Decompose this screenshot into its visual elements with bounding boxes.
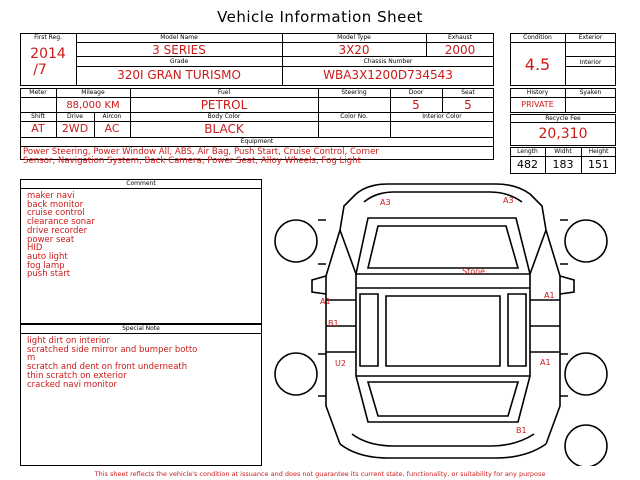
- roof: [356, 274, 530, 376]
- model-type-value: 3X20: [338, 43, 370, 57]
- special-note-item: m: [27, 353, 36, 364]
- comment-item: maker navi: [27, 191, 75, 201]
- special-note-item: scratch and dent on front underneath: [27, 362, 188, 373]
- special-note-label: Special Note: [122, 325, 160, 332]
- grade-label: Grade: [169, 58, 189, 65]
- exterior-label: Exterior: [578, 34, 603, 41]
- length-label: Length: [517, 148, 538, 155]
- seat-label: Seat: [461, 89, 475, 96]
- wheel-front-right: [565, 220, 607, 262]
- car-diagram: [268, 176, 618, 466]
- special-note-item: cracked navi monitor: [27, 379, 117, 390]
- comment-item: power seat: [27, 234, 75, 245]
- interior-color-label: Interior Color: [422, 113, 462, 120]
- length-value: 482: [517, 158, 538, 171]
- comment-label: Comment: [126, 180, 156, 187]
- comment-item: cruise control: [27, 208, 85, 219]
- meter-label: Meter: [29, 89, 47, 96]
- history-value: PRIVATE: [521, 100, 554, 109]
- shift-value: AT: [31, 122, 45, 135]
- steering-label: Steering: [341, 89, 367, 96]
- model-type-label: Model Type: [337, 34, 371, 41]
- condition-value: 4.5: [524, 55, 551, 74]
- spare-wheel: [565, 425, 607, 466]
- wheel-front-left: [275, 220, 317, 262]
- damage-marker: B1: [516, 426, 527, 435]
- mileage-label: Mileage: [81, 89, 105, 96]
- grade-value: 320I GRAN TURISMO: [117, 68, 241, 82]
- rear-window: [356, 376, 530, 422]
- history-label: History: [526, 89, 549, 96]
- damage-marker: A3: [503, 196, 514, 205]
- model-name-value: 3 SERIES: [152, 43, 206, 57]
- comment-item: drive recorder: [27, 225, 88, 236]
- comment-item: auto light: [27, 251, 68, 262]
- damage-marker: A1: [544, 291, 555, 300]
- condition-label: Condition: [523, 34, 552, 41]
- height-value: 151: [588, 158, 609, 171]
- shift-label: Shift: [31, 113, 45, 120]
- equipment-label: Equipment: [240, 138, 274, 145]
- special-note-item: thin scratch on exterior: [27, 370, 127, 381]
- aircon-label: Aircon: [102, 113, 122, 120]
- comment-item: fog lamp: [27, 260, 65, 271]
- damage-marker: A1: [320, 297, 331, 306]
- special-note-list: [27, 337, 259, 389]
- sheet-title: Vehicle Information Sheet: [217, 8, 423, 26]
- mileage-value: 88,000 KM: [66, 100, 120, 111]
- body-color-label: Body Color: [207, 113, 241, 120]
- color-no-label: Color No.: [340, 113, 368, 120]
- exhaust-value: 2000: [444, 43, 476, 57]
- equipment-line-2: Sensor, Navigation System, Back Camera, Power Seat, Alloy Wheels, Fog Light: [23, 156, 361, 166]
- chassis-value: WBA3X1200D734543: [323, 68, 453, 82]
- chassis-label: Chassis Number: [363, 58, 413, 65]
- comment-item: clearance sonar: [27, 217, 95, 228]
- disclaimer-footer: This sheet reflects the vehicle's condition at issuance and does not guarantee its current state, functionality, or suitability for any purpose: [94, 470, 546, 478]
- door-value: 5: [412, 98, 420, 112]
- width-value: 183: [552, 158, 574, 171]
- special-note-item: light dirt on interior: [27, 336, 110, 346]
- first-reg-label: First Reg.: [34, 34, 62, 41]
- comment-item: push start: [27, 269, 71, 280]
- special-note-item: scratched side mirror and bumper botto: [27, 344, 198, 355]
- door-label: Door: [408, 89, 424, 96]
- aircon-value: AC: [104, 122, 120, 135]
- damage-marker: U2: [335, 359, 346, 368]
- damage-marker: B1: [328, 319, 339, 328]
- model-name-label: Model Name: [160, 34, 198, 41]
- wheel-rear-right: [565, 353, 607, 395]
- body-color-value: BLACK: [204, 122, 244, 136]
- comment-item: back monitor: [27, 199, 84, 210]
- interior-label: Interior: [579, 59, 602, 66]
- equipment-line-1: Power Steering, Power Window All, ABS, Air Bag, Push Start, Cruise Control, Corner: [23, 147, 379, 157]
- recycle-fee-value: 20,310: [538, 126, 588, 142]
- fuel-value: PETROL: [200, 98, 248, 112]
- comment-list: [27, 192, 257, 279]
- height-label: Height: [588, 148, 609, 155]
- first-reg-month: /7: [33, 62, 47, 78]
- drive-value: 2WD: [61, 122, 89, 135]
- fuel-label: Fuel: [217, 89, 231, 96]
- drive-label: Drive: [67, 113, 83, 120]
- damage-marker: A3: [380, 198, 391, 207]
- wheel-rear-left: [275, 353, 317, 395]
- comment-item: HID: [27, 243, 43, 254]
- damage-marker: Stone: [462, 267, 486, 276]
- syaken-label: Syaken: [579, 89, 602, 96]
- seat-value: 5: [464, 98, 472, 112]
- recycle-fee-label: Recycle Fee: [545, 115, 581, 122]
- first-reg-year: 2014: [30, 46, 66, 62]
- damage-marker: A1: [540, 358, 551, 367]
- exhaust-label: Exhaust: [447, 34, 473, 41]
- width-label: Widht: [554, 148, 572, 155]
